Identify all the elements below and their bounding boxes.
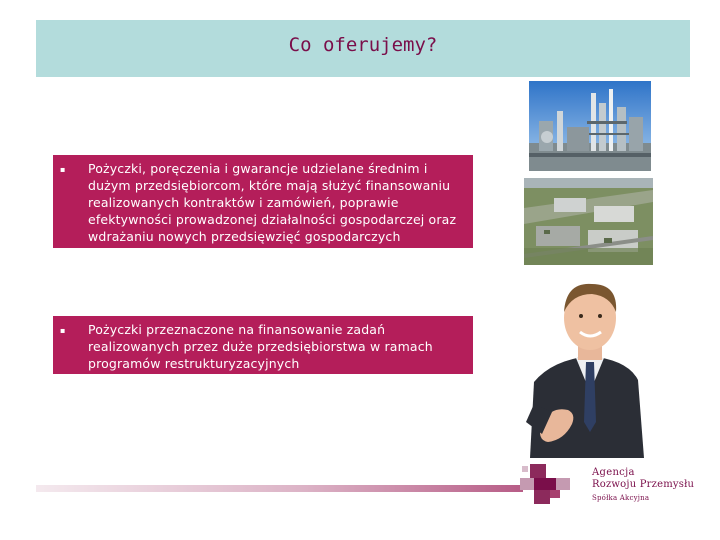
- arp-logo-icon: [518, 462, 578, 506]
- aerial-business-park-photo: [524, 178, 653, 265]
- bullet-icon: ▪: [60, 326, 66, 335]
- offer-text-2: Pożyczki przeznaczone na finansowanie zadań realizowanych przez duże przedsiębiorstwa w ramach programów restrukturyzacyjnych: [88, 322, 433, 371]
- divider-bar: [36, 485, 523, 492]
- offer-box-2: [53, 316, 473, 374]
- industrial-plant-photo: [529, 81, 651, 171]
- businessman-photo: [512, 272, 670, 458]
- logo-line-company: Spółka Akcyjna: [592, 494, 650, 502]
- offer-text-1: Pożyczki, poręczenia i gwarancje udzielane średnim i dużym przedsiębiorcom, które mają służyć finansowaniu realizowanych kontraktów i zamówień, poprawie efektywności prowadzonej działalności gospodarczej oraz wdrażaniu nowych przedsięwzięć gospodarczych: [88, 161, 457, 244]
- logo-line-agency: Agencja: [592, 467, 635, 478]
- logo-line-name: Rozwoju Przemysłu: [592, 479, 695, 490]
- bullet-icon: ▪: [60, 165, 66, 174]
- title-bar: [36, 20, 690, 77]
- offer-box-1: [53, 155, 473, 248]
- slide-title: Co oferujemy?: [288, 34, 438, 56]
